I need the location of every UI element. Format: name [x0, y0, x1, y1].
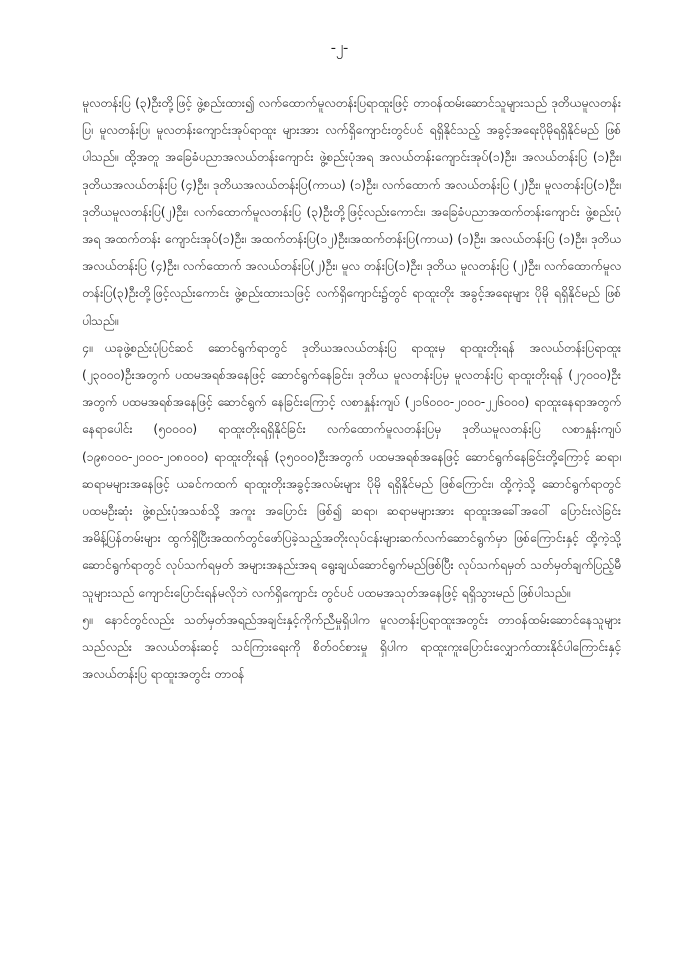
- paragraph-text: ယခုဖွဲ့စည်းပုံပြင်ဆင် ဆောင်ရွက်ရာတွင် ဒုတိယအလယ်တန်းပြ ရာထူးမှ ရာထူးတိုးရန် အလယ်တန်းပြရာထူး (၂၃၀၀၀)ဦးအတွက် ပထမအရစ်အနေဖြင့် ဆောင်ရွက်နေခြင်း၊ ဒုတိယ မူလတန်းပြမှ မူလတန်းပြ ရာထူးတိုးရန် (၂၇၀၀၀)ဦးအတွက် ပထမအရစ်အနေဖြင့် ဆောင်ရွက် နေခြင်းကြောင့် လစာနှုန်းကျပ် (၂၁၆၀၀၀-၂၀၀၀-၂၂၆၀၀၀) ရာထူးနေရာအတွက် နေရာပေါင်း (၅၀၀၀၀) ရာထူးတိုးရရှိနိုင်ခြင်း လက်ထောက်မူလတန်းပြမှ ဒုတိယမူလတန်းပြ လစာနှုန်းကျပ် (၁၉၈၀၀၀-၂၀၀၀-၂၀၈၀၀၀) ရာထူးတိုးရန် (၃၅၀၀၀)ဦးအတွက် ပထမအရစ်အနေဖြင့် ဆောင်ရွက်နေခြင်းတို့ကြောင့် ဆရာ၊ ဆရာမများအနေဖြင့် ယခင်ကထက် ရာထူးတိုးအခွင့်အလမ်းများ ပိုမို ရရှိနိုင်မည် ဖြစ်ကြောင်း၊ ထို့ကဲ့သို့ ဆောင်ရွက်ရာတွင် ပထမဦးဆုံး ဖွဲ့စည်းပုံအသစ်သို့ အကူး အပြောင်း ဖြစ်၍ ဆရာ၊ ဆရာမများအား ရာထူးအခေါ်အဝေါ် ပြောင်းလဲခြင်း အမိန့်ပြန်တမ်းများ ထွက်ရှိပြီးအထက်တွင်ဖော်ပြခဲ့သည့်အတိုးလုပ်ငန်းများဆက်လက်ဆောင်ရွက်မှာ ဖြစ်ကြောင်းနှင့် ထို့ကဲ့သို့ ဆောင်ရွက်ရာတွင် လုပ်သက်ရမှတ် အများအနည်းအရ ရွေးချယ်ဆောင်ရွက်မည်ဖြစ်ပြီး လုပ်သက်ရမှတ် သတ်မှတ်ချက်ပြည့်မီသူများသည် ကျောင်းပြောင်းရန်မလိုဘဲ လက်ရှိကျောင်း တွင်ပင် ပထမအသုတ်အနေဖြင့် ရရှိသွားမည် ဖြစ်ပါသည်။: [82, 340, 621, 600]
- paragraph-4: [82, 335, 621, 607]
- paragraph-text: နောင်တွင်လည်း သတ်မှတ်အရည်အချင်းနှင့်ကိုက်ညီမှုရှိပါက မူလတန်းပြရာထူးအတွင်း တာဝန်ထမ်းဆောင်နေသူများသည်လည်း အလယ်တန်းဆင့် သင်ကြားရေးကို စိတ်ဝင်စားမှု ရှိပါက ရာထူးကူးပြောင်းလျှောက်ထားနိုင်ပါကြောင်းနှင့် အလယ်တန်းပြ ရာထူးအတွင်း တာဝန်: [82, 612, 621, 682]
- page-number: -၂-: [330, 40, 349, 56]
- document-body: [82, 90, 621, 688]
- paragraph-continued: [82, 90, 621, 335]
- paragraph-number: ၄။: [82, 340, 93, 355]
- paragraph-number: ၅။: [82, 612, 93, 627]
- paragraph-5: [82, 607, 621, 689]
- paragraph-text: မူလတန်းပြ (၃)ဦးတို့ဖြင့် ဖွဲ့စည်းထား၍ လက်ထောက်မူလတန်းပြရာထူးဖြင့် တာဝန်ထမ်းဆောင်သူများသည် ဒုတိယမူလတန်းပြ၊ မူလတန်းပြ၊ မူလတန်းကျောင်းအုပ်ရာထူး များအား လက်ရှိကျောင်းတွင်ပင် ရရှိနိုင်သည့် အခွင့်အရေးပိုမိုရရှိနိုင်မည် ဖြစ်ပါသည်။ ထို့အတူ အခြေခံပညာအလယ်တန်းကျောင်း ဖွဲ့စည်းပုံအရ အလယ်တန်းကျောင်းအုပ်(၁)ဦး၊ အလယ်တန်းပြ (၁)ဦး၊ ဒုတိယအလယ်တန်းပြ (၄)ဦး၊ ဒုတိယအလယ်တန်းပြ(ကာယ) (၁)ဦး၊ လက်ထောက် အလယ်တန်းပြ (၂)ဦး၊ မူလတန်းပြ(၁)ဦး၊ ဒုတိယမူလတန်းပြ(၂)ဦး၊ လက်ထောက်မူလတန်းပြ (၃)ဦးတို့ဖြင့်လည်းကောင်း၊ အခြေခံပညာအထက်တန်းကျောင်း ဖွဲ့စည်းပုံအရ အထက်တန်း ကျောင်းအုပ်(၁)ဦး၊ အထက်တန်းပြ(၁၂)ဦး၊အထက်တန်းပြ(ကာယ) (၁)ဦး၊ အလယ်တန်းပြ (၁)ဦး၊ ဒုတိယအလယ်တန်းပြ (၄)ဦး၊ လက်ထောက် အလယ်တန်းပြ(၂)ဦး၊ မူလ တန်းပြ(၁)ဦး၊ ဒုတိယ မူလတန်းပြ (၂)ဦး၊ လက်ထောက်မူလတန်းပြ(၃)ဦးတို့ဖြင့်လည်းကောင်း ဖွဲ့စည်းထားသဖြင့် လက်ရှိကျောင်း၌တွင် ရာထူးတိုး အခွင့်အရေးများ ပိုမို ရရှိနိုင်မည် ဖြစ်ပါသည်။: [82, 96, 621, 328]
